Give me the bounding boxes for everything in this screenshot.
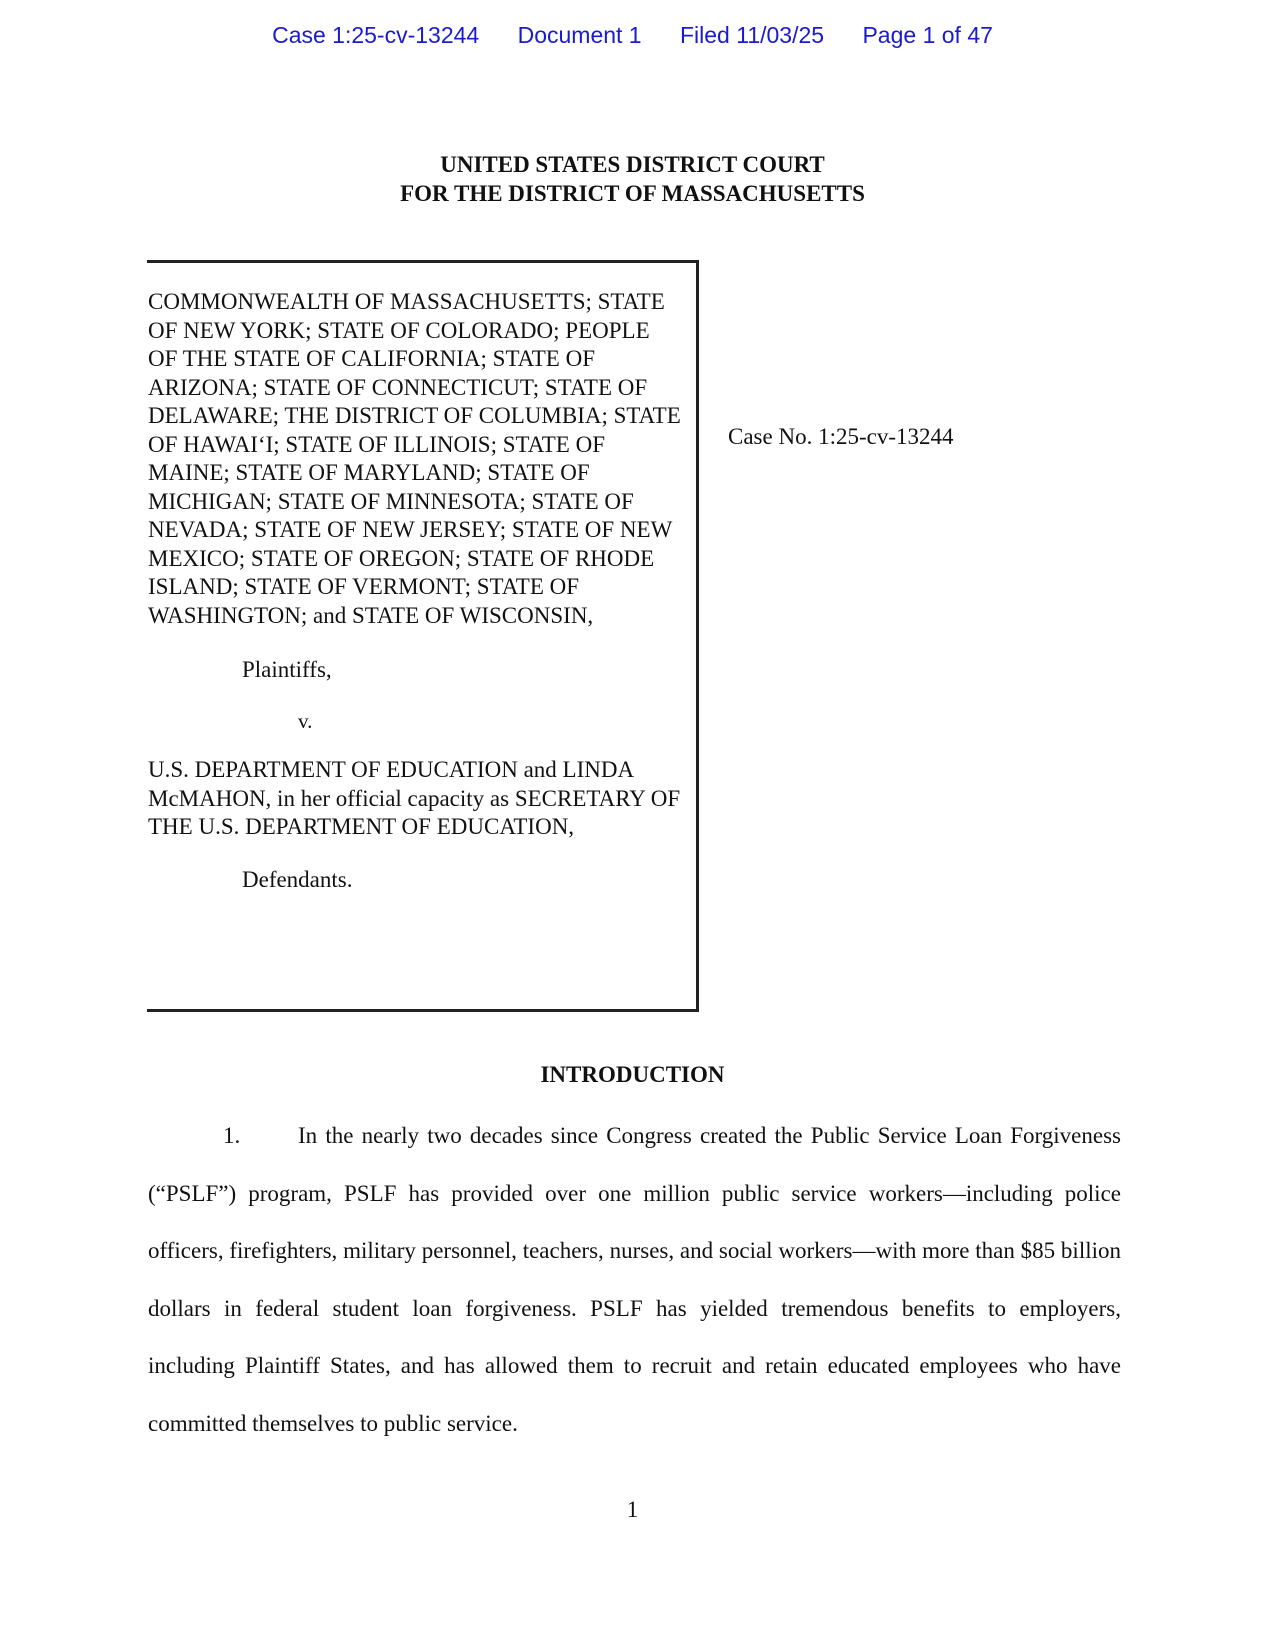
header-case-number: Case 1:25-cv-13244	[272, 22, 480, 48]
court-title-line2: FOR THE DISTRICT OF MASSACHUSETTS	[400, 181, 865, 206]
plaintiffs-list: COMMONWEALTH OF MASSACHUSETTS; STATE OF NEW YORK; STATE OF COLORADO; PEOPLE OF THE STATE OF CALIFORNIA; STATE OF ARIZONA; STATE OF CONNECTICUT; STATE OF DELAWARE; THE DISTRICT OF COLUMBIA; STATE OF HAWAI‘I; STATE OF ILLINOIS; STATE OF MAINE; STATE OF MARYLAND; STATE OF MICHIGAN; STATE OF MINNESOTA; STATE OF NEVADA; STATE OF NEW JERSEY; STATE OF NEW MEXICO; STATE OF OREGON; STATE OF RHODE ISLAND; STATE OF VERMONT; STATE OF WASHINGTON; and STATE OF WISCONSIN,	[148, 289, 681, 628]
header-filed-date: Filed 11/03/25	[680, 22, 825, 48]
header-document: Document 1	[517, 22, 642, 48]
ecf-header	[0, 22, 1265, 49]
plaintiffs-label: Plaintiffs,	[242, 657, 332, 682]
court-title	[0, 150, 1265, 208]
defendants-label: Defendants.	[242, 866, 353, 892]
case-number: Case No. 1:25-cv-13244	[728, 424, 954, 449]
versus: v.	[298, 709, 313, 733]
paragraph-number: 1.	[223, 1123, 241, 1148]
section-heading: INTRODUCTION	[540, 1062, 725, 1087]
paragraph	[148, 1107, 1121, 1452]
caption-box	[147, 260, 699, 1012]
header-page: Page 1 of 47	[862, 22, 993, 48]
paragraph-text: In the nearly two decades since Congress created the Public Service Loan Forgiveness (“PSLF”) program, PSLF has provided over one million public service workers—including police officers, firefighters, military personnel, teachers, nurses, and social workers—with more than $85 billion dollars in federal student loan forgiveness. PSLF has yielded tremendous benefits to employers, including Plaintiff States, and has allowed them to recruit and retain educated employees who have committed themselves to public service.	[148, 1123, 1121, 1436]
court-title-line1: UNITED STATES DISTRICT COURT	[440, 152, 825, 177]
defendants-list: U.S. DEPARTMENT OF EDUCATION and LINDA McMAHON, in her official capacity as SECRETARY OF THE U.S. DEPARTMENT OF EDUCATION,	[148, 757, 681, 839]
page-number: 1	[626, 1497, 639, 1522]
